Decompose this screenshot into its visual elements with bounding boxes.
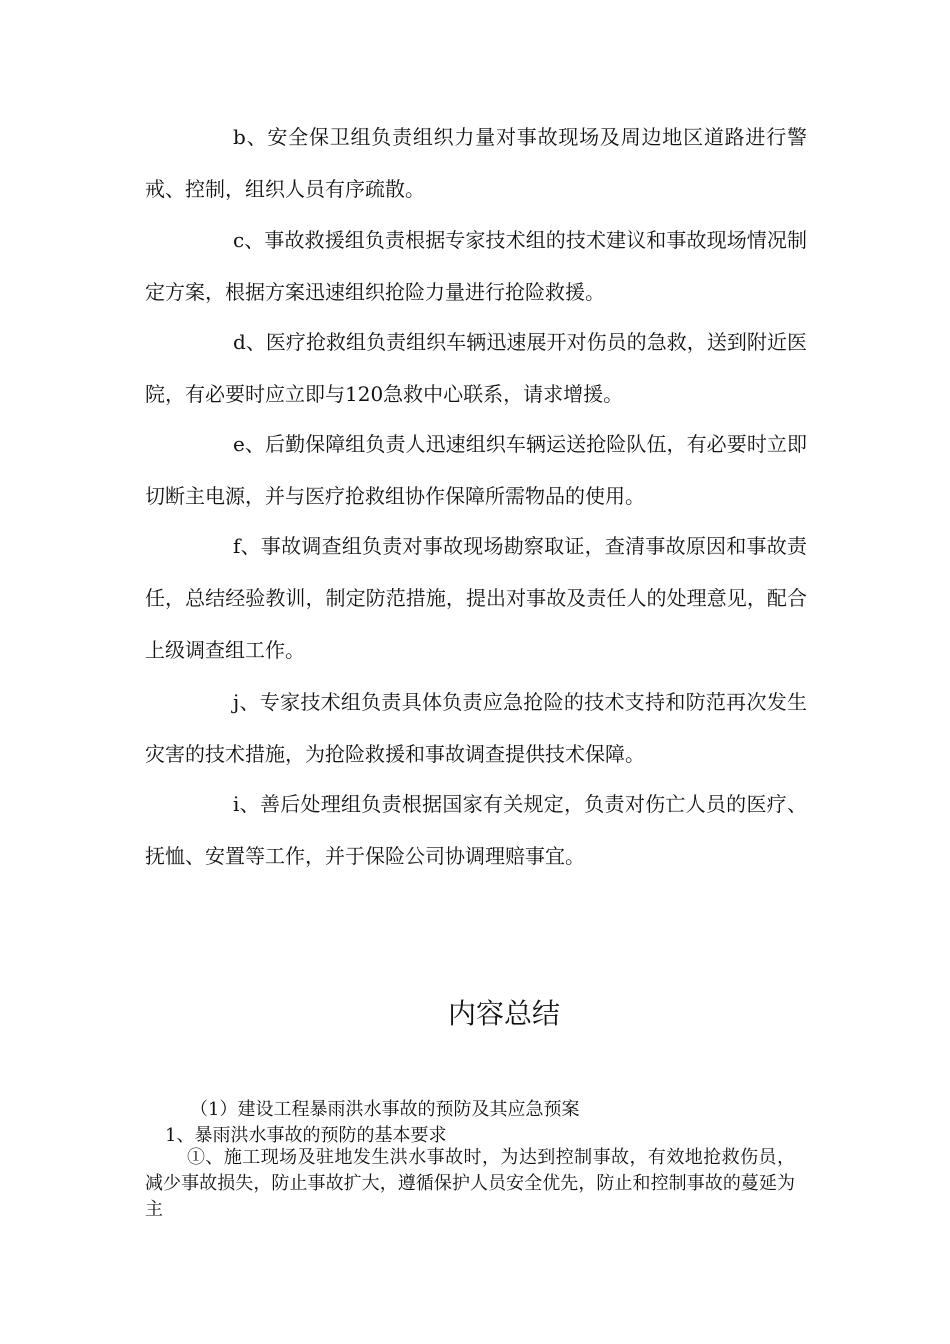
summary-title: 内容总结 [447, 997, 560, 1030]
summary-line-heading: （1）建设工程暴雨洪水事故的预防及其应急预案 [190, 1099, 580, 1120]
paragraph-logistics-group: e、后勤保障组负责人迅速组织车辆运送抢险队伍，有必要时立即切断主电源，并与医疗抢救组协作保障所需物品的使用。 [145, 432, 807, 508]
paragraph-investigation-group: f、事故调查组负责对事故现场勘察取证，查清事故原因和事故责任，总结经验教训，制定防范措施，提出对事故及责任人的处理意见，配合上级调查组工作。 [145, 534, 807, 662]
summary-line-body: ①、施工现场及驻地发生洪水事故时，为达到控制事故，有效地抢救伤员，减少事故损失，防止事故扩大，遵循保护人员安全优先，防止和控制事故的蔓延为主 [145, 1147, 795, 1220]
paragraph-rescue-group: c、事故救援组负责根据专家技术组的技术建议和事故现场情况制定方案，根据方案迅速组织抢险力量进行抢险救援。 [145, 228, 807, 304]
summary-line-subheading: 1、暴雨洪水事故的预防的基本要求 [165, 1125, 447, 1146]
paragraph-aftermath-group: i、善后处理组负责根据国家有关规定，负责对伤亡人员的医疗、抚恤、安置等工作，并于保险公司协调理赔事宜。 [145, 792, 807, 868]
paragraph-medical-group: d、医疗抢救组负责组织车辆迅速展开对伤员的急救，送到附近医院，有必要时应立即与120急救中心联系，请求增援。 [145, 330, 807, 406]
paragraph-expert-group: j、专家技术组负责具体负责应急抢险的技术支持和防范再次发生灾害的技术措施，为抢险救援和事故调查提供技术保障。 [145, 690, 807, 766]
paragraph-security-group: b、安全保卫组负责组织力量对事故现场及周边地区道路进行警戒、控制，组织人员有序疏散。 [145, 125, 807, 201]
